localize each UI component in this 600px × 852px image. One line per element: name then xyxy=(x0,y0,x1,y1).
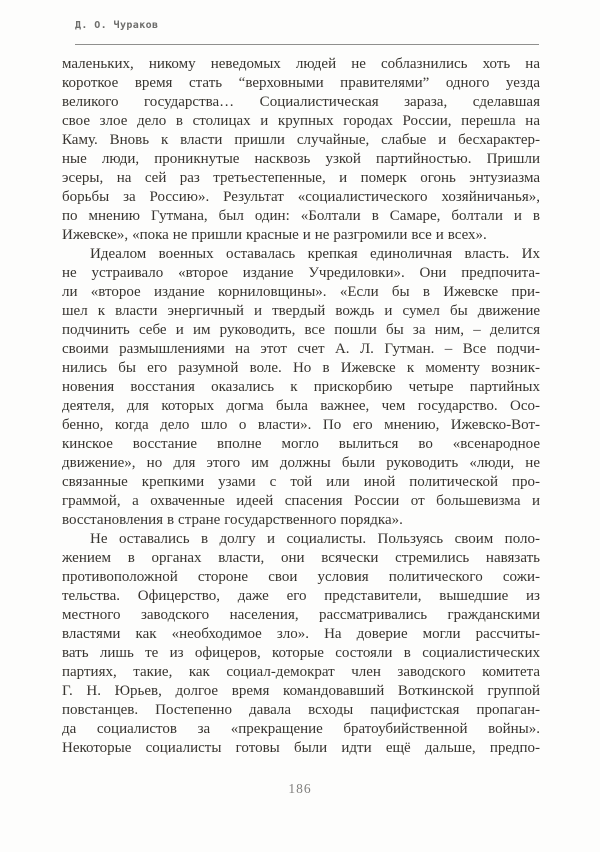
text-line: великого государства… Социалистическая зараза, сделавшая xyxy=(62,94,540,110)
text-line: не устраивало «второе издание Учредиловки». Они предпочита- xyxy=(62,265,540,281)
text-line: по мнению Гутмана, был один: «Болтали в Самаре, болтали и в xyxy=(62,208,540,224)
text-line: Некоторые социалисты готовы были идти ещё дальше, предпо- xyxy=(62,740,540,756)
text-line: Ижевске», «пока не пришли красные и не разгромили все и всех». xyxy=(62,227,487,243)
text-line: граммой, а охваченные идеей спасения России от большевизма и xyxy=(62,493,540,509)
text-line: эсеры, на сей раз третьестепенные, и померк огонь энтузиазма xyxy=(62,170,540,186)
running-header xyxy=(75,20,539,46)
text-line: своими размышлениями на этот счет А. Л. Гутман. – Все подчи- xyxy=(62,341,540,357)
text-line: короткое время стать “верховными правителями” одного уезда xyxy=(62,75,540,91)
text-line: свое злое дело в столицах и крупных городах России, перешла на xyxy=(62,113,540,129)
text-line: борьбы за Россию». Результат «социалистического хозяйничанья», xyxy=(62,189,540,205)
text-line: ли «второе издание корниловщины». «Если бы в Ижевске при- xyxy=(62,284,540,300)
text-line: повстанцев. Постепенно давала всходы пацифистская пропаган- xyxy=(62,702,540,718)
text-line: Не оставались в долгу и социалисты. Пользуясь своим поло- xyxy=(90,531,540,547)
text-line: партиях, такие, как социал-демократ член заводского комитета xyxy=(62,664,540,680)
text-line: местного заводского населения, рассматривались гражданскими xyxy=(62,607,540,623)
running-header-author: Д. О. Чураков xyxy=(75,20,159,31)
text-line: связанные крепкими узами с той или иной политической про- xyxy=(62,474,540,490)
text-line: кинское восстание вполне могло вылиться во «всенародное xyxy=(62,436,540,452)
header-rule xyxy=(75,44,539,45)
text-line: да социалистов за «прекращение братоубийственной войны». xyxy=(62,721,540,737)
text-line: вать лишь те из офицеров, которые состояли в социалистических xyxy=(62,645,540,661)
text-block xyxy=(62,55,540,758)
text-line: деятеля, для которых догма была важнее, чем государство. Осо- xyxy=(62,398,540,414)
text-line: властями как «необходимое зло». На доверие могли рассчиты- xyxy=(62,626,540,642)
text-line: шел к власти энергичный и твердый вождь и сумел бы движение xyxy=(62,303,540,319)
page-number: 186 xyxy=(288,781,312,796)
text-line: жением в органах власти, они всячески стремились навязать xyxy=(62,550,540,566)
text-line: Каму. Вновь к власти пришли случайные, слабые и бесхарактер- xyxy=(62,132,540,148)
text-line: восстановления в стране государственного порядка». xyxy=(62,512,403,528)
text-line: нились бы его разумной воле. Но в Ижевске к моменту возник- xyxy=(62,360,540,376)
text-line: Г. Н. Юрьев, долгое время командовавший Воткинской группой xyxy=(62,683,540,699)
text-line: Идеалом военных оставалась крепкая единоличная власть. Их xyxy=(90,246,540,262)
text-line: тельства. Офицерство, даже его представители, вышедшие из xyxy=(62,588,540,604)
text-line: ные люди, проникнутые насквозь узкой партийностью. Пришли xyxy=(62,151,540,167)
text-line: новения восстания оказались к прискорбию четыре партийных xyxy=(62,379,540,395)
text-line: маленьких, никому неведомых людей не соблазнились хоть на xyxy=(62,56,540,72)
text-line: движение», но для этого им должны были руководить «люди, не xyxy=(62,455,540,471)
text-line: бенно, когда дело шло о власти». По его мнению, Ижевско-Вот- xyxy=(62,417,540,433)
text-line: противоположной стороне свои условия политического сожи- xyxy=(62,569,540,585)
text-line: подчинить себе и им руководить, все пошли бы за ним, – делится xyxy=(62,322,540,338)
